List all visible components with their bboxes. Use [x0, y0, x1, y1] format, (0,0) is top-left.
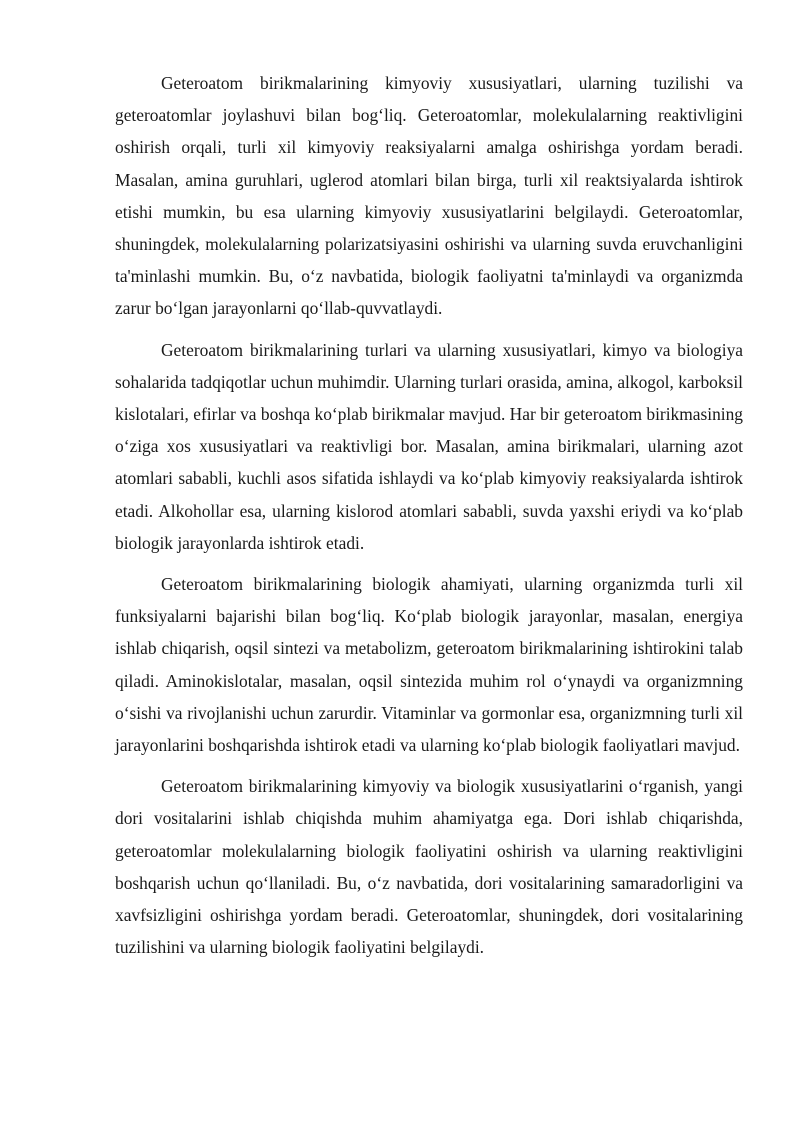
paragraph-biological-significance: Geteroatom birikmalarining biologik ahamiyati, ularning organizmda turli xil funksiyalarni bajarishi bilan bog‘liq. Ko‘plab biologik jarayonlar, masalan, energiya ishlab chiqarish, oqsil sintezi va metabolizm, geteroatom birikmalarining ishtirokini talab qiladi. Aminokislotalar, masalan, oqsil sintezida muhim rol o‘ynaydi va organizmning o‘sishi va rivojlanishi uchun zarurdir. Vitaminlar va gormonlar esa, organizmning turli xil jarayonlarini boshqarishda ishtirok etadi va ularning ko‘plab biologik faoliyatlari mavjud. — [115, 574, 743, 756]
document-page — [115, 67, 743, 972]
paragraph-types-and-properties: Geteroatom birikmalarining turlari va ularning xususiyatlari, kimyo va biologiya sohalarida tadqiqotlar uchun muhimdir. Ularning turlari orasida, amina, alkogol, karboksil kislotalari, efirlar va boshqa ko‘plab birikmalar mavjud. Har bir geteroatom birikmasining o‘ziga xos xususiyatlari va reaktivligi bor. Masalan, amina birikmalari, ularning azot atomlari sababli, kuchli asos sifatida ishlaydi va ko‘plab kimyoviy reaksiyalarda ishtirok etadi. Alkohollar esa, ularning kislorod atomlari sababli, suvda yaxshi eriydi va ko‘plab biologik jarayonlarda ishtirok etadi. — [115, 339, 743, 553]
paragraph-chemical-properties: Geteroatom birikmalarining kimyoviy xususiyatlari, ularning tuzilishi va geteroatomlar joylashuvi bilan bog‘liq. Geteroatomlar, molekulalarning reaktivligini oshirish orqali, turli xil kimyoviy reaksiyalarni amalga oshirishga yordam beradi. Masalan, amina guruhlari, uglerod atomlari bilan birga, turli xil reaktsiyalarda ishtirok etishi mumkin, bu esa ularning kimyoviy xususiyatlarini belgilaydi. Geteroatomlar, shuningdek, molekulalarning polarizatsiyasini oshirishi va ularning suvda eruvchanligini ta'minlashi mumkin. Bu, o‘z navbatida, biologik faoliyatni ta'minlaydi va organizmda zarur bo‘lgan jarayonlarni qo‘llab-quvvatlaydi. — [115, 73, 743, 319]
paragraph-drug-development: Geteroatom birikmalarining kimyoviy va biologik xususiyatlarini o‘rganish, yangi dori vositalarini ishlab chiqishda muhim ahamiyatga ega. Dori ishlab chiqarishda, geteroatomlar molekulalarning biologik faoliyatini oshirish va ularning reaktivligini boshqarish uchun qo‘llaniladi. Bu, o‘z navbatida, dori vositalarining samaradorligini va xavfsizligini oshirishga yordam beradi. Geteroatomlar, shuningdek, dori vositalarining tuzilishini va ularning biologik faoliyatini belgilaydi. — [115, 776, 743, 958]
